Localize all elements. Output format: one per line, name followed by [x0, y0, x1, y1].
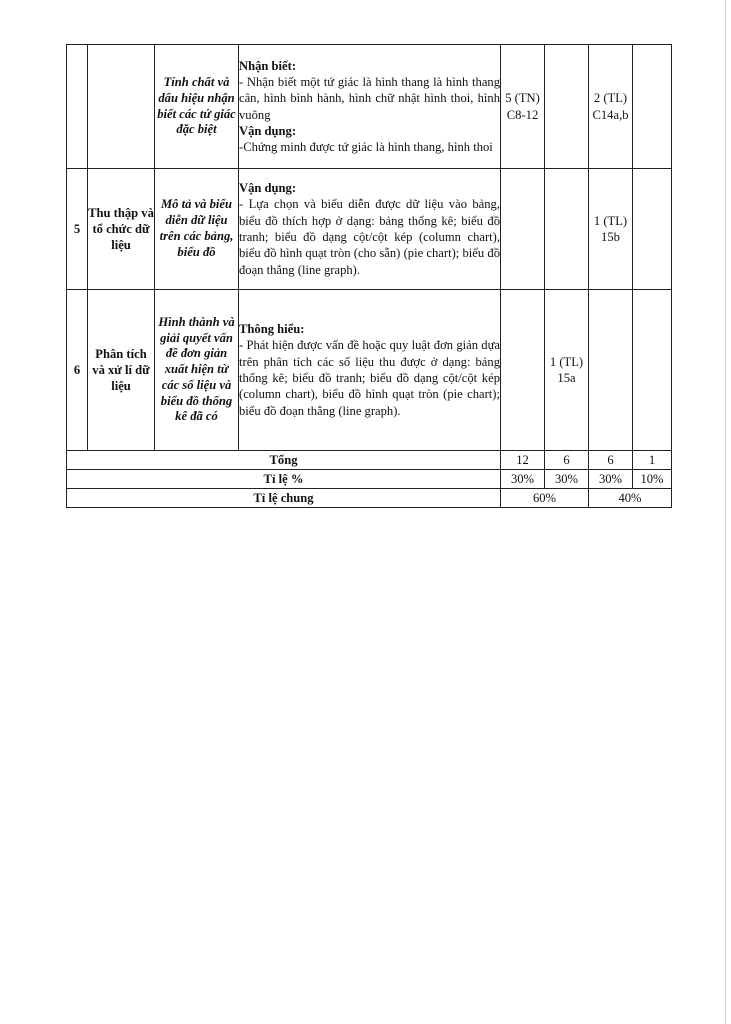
question-count-apply-high	[633, 169, 672, 290]
question-count-apply-high	[633, 45, 672, 169]
scan-edge-line	[725, 0, 726, 1024]
question-count-understand	[545, 45, 589, 169]
question-count-apply: 1 (TL) 15b	[589, 169, 633, 290]
row-number	[67, 45, 88, 169]
total-value: 6	[589, 451, 633, 470]
level-heading: Vận dụng:	[239, 123, 297, 138]
question-count-understand: 1 (TL) 15a	[545, 290, 589, 451]
overall-row	[67, 489, 672, 508]
question-count-understand	[545, 169, 589, 290]
percent-label: Tỉ lệ %	[67, 470, 501, 489]
overall-value: 40%	[589, 489, 672, 508]
total-value: 12	[501, 451, 545, 470]
topic-cell	[88, 45, 155, 169]
total-label: Tổng	[67, 451, 501, 470]
knowledge-unit-cell: Hình thành và giải quyết vấn đề đơn giản xuất hiện từ các số liệu và biểu đồ thống kê đã có	[155, 290, 239, 451]
percent-value: 10%	[633, 470, 672, 489]
question-count-recognize	[501, 169, 545, 290]
knowledge-unit-cell: Mô tả và biểu diễn dữ liệu trên các bảng, biểu đồ	[155, 169, 239, 290]
question-count-recognize: 5 (TN) C8-12	[501, 45, 545, 169]
topic-cell: Thu thập và tổ chức dữ liệu	[88, 169, 155, 290]
question-count-recognize	[501, 290, 545, 451]
table-row	[67, 290, 672, 451]
assessment-matrix-table	[66, 44, 672, 508]
question-count-apply: 2 (TL) C14a,b	[589, 45, 633, 169]
level-heading: Thông hiểu:	[239, 322, 305, 337]
level-heading: Nhận biết:	[239, 58, 297, 73]
percent-value: 30%	[545, 470, 589, 489]
percent-row	[67, 470, 672, 489]
question-count-apply-high	[633, 290, 672, 451]
percent-value: 30%	[501, 470, 545, 489]
overall-label: Tỉ lệ chung	[67, 489, 501, 508]
requirements-cell	[239, 169, 501, 290]
topic-cell: Phân tích và xử lí dữ liệu	[88, 290, 155, 451]
row-number: 5	[67, 169, 88, 290]
requirement-text: - Lựa chọn và biểu diễn được dữ liệu vào bảng, biểu đồ thích hợp ở dạng: bảng thống kê; biểu đồ tranh; biểu đồ dạng cột/cột kép (column chart), biểu đồ hình quạt tròn (cho sẵn) (pie chart); biểu đồ đoạn thẳng (line graph).	[239, 197, 500, 277]
level-heading: Vận dụng:	[239, 181, 297, 196]
knowledge-unit-cell: Tính chất và dấu hiệu nhận biết các tứ giác đặc biệt	[155, 45, 239, 169]
question-count-apply	[589, 290, 633, 451]
requirement-text: - Nhận biết một tứ giác là hình thang là hình thang cân, hình bình hành, hình chữ nhật hình thoi, hình vuông	[239, 74, 500, 122]
requirements-cell	[239, 290, 501, 451]
total-row	[67, 451, 672, 470]
total-value: 6	[545, 451, 589, 470]
percent-value: 30%	[589, 470, 633, 489]
row-number: 6	[67, 290, 88, 451]
overall-value: 60%	[501, 489, 589, 508]
table-row	[67, 45, 672, 169]
requirement-text: - Phát hiện được vấn đề hoặc quy luật đơn giản dựa trên phân tích các số liệu thu được ở dạng: bảng thống kê; biểu đồ tranh; biểu đồ dạng cột/cột kép (column chart), biểu đồ hình quạt tròn (pie chart); biểu đồ đoạn thẳng (line graph).	[239, 338, 500, 418]
table-row	[67, 169, 672, 290]
requirement-text: -Chứng minh được tứ giác là hình thang, hình thoi	[239, 140, 493, 155]
total-value: 1	[633, 451, 672, 470]
requirements-cell	[239, 45, 501, 169]
